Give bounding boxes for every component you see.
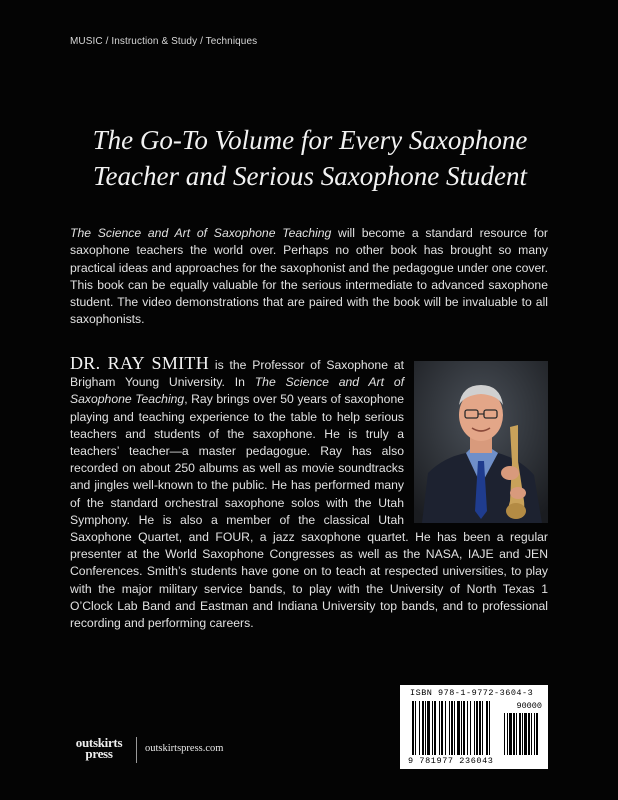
headline-line-1: The Go-To Volume for Every Saxophone (92, 125, 528, 155)
price-bar (536, 713, 538, 755)
price-bar (516, 713, 517, 755)
barcode-bar (479, 701, 481, 755)
intro-book-title: The Science and Art of Saxophone Teaching (70, 226, 332, 240)
bio-text-2: , Ray brings over 50 years of saxophone playing and teaching experience to the table to help serious teachers and students of the saxophone. He is truly a teachers’ teacher—a master pedagogue. Ray has also recorded on about 250 albums as well as movie soundtracks and jingles well-known to the public. He has performed many of the standard orchestral saxophone solos with the Utah Symphony. He is also a member of the classical Utah Saxophone Quartet, and FOUR, a jazz saxophone quartet. He has been a regular presenter at the World Saxophone Congresses as well as the NASA, IAJE and JEN Conferences. Smith’s students have gone on to teach at respected universities, to play with the major military service bands, to play with the University of North Texas 1 O’Clock Lab Band and Eastman and Indiana University top bands, and to professional recording and performing careers. (70, 392, 548, 631)
barcode-bar (467, 701, 468, 755)
price-bar (534, 713, 535, 755)
barcode-bar (432, 701, 433, 755)
barcode-bar (461, 701, 462, 755)
barcode-bar (451, 701, 453, 755)
barcode-bar (445, 701, 446, 755)
logo-divider (136, 737, 137, 763)
barcode-bar (425, 701, 426, 755)
barcode-bar (489, 701, 490, 755)
barcode-bar (422, 701, 424, 755)
barcode-bar (419, 701, 420, 755)
price-bar (519, 713, 521, 755)
isbn-label: ISBN 978-1-9772-3604-3 (410, 688, 534, 698)
price-bar (531, 713, 532, 755)
price-bar (504, 713, 505, 755)
barcode-bar (457, 701, 460, 755)
headline-line-2: Teacher and Serious Saxophone Student (93, 161, 527, 191)
intro-text: will become a standard resource for saxophone teachers the world over. Perhaps no other book has brought so many practical ideas and approaches for the saxophonist and the pedagogue under one cover. This book can be equally valuable for the serious intermediate to advanced saxophone student. The video demonstrations that are paired with the book will be invaluable to all saxophonists. (70, 226, 548, 327)
barcode-digits: 9 781977 236043 (408, 756, 494, 766)
barcode-bar (463, 701, 465, 755)
barcode-bar (454, 701, 455, 755)
category-label: MUSIC / Instruction & Study / Techniques (70, 36, 258, 47)
price-bar (509, 713, 512, 755)
price-bar (507, 713, 508, 755)
price-bar (513, 713, 515, 755)
barcode-bar (434, 701, 436, 755)
author-bio (70, 355, 548, 632)
barcode-bar (470, 701, 471, 755)
barcode-bar (486, 701, 488, 755)
price-bar (522, 713, 523, 755)
isbn-barcode (400, 685, 548, 769)
price-bar (528, 713, 530, 755)
headline (40, 122, 580, 194)
author-photo (414, 361, 548, 523)
barcode-bar (449, 701, 450, 755)
barcode-bar (474, 701, 475, 755)
bio-book-title: The Science and Art of Saxophone Teaching (70, 375, 404, 407)
barcode-bar (439, 701, 440, 755)
barcode-bar (415, 701, 416, 755)
intro-paragraph (70, 225, 548, 329)
publisher-logo-line-1: outskirts (75, 735, 123, 750)
barcode-bar (427, 701, 430, 755)
barcode-bar (441, 701, 443, 755)
publisher-website: outskirtspress.com (145, 743, 224, 754)
bio-text-1: is the Professor of Saxophone at Brigham Young University. In (70, 358, 404, 390)
author-name: DR. RAY SMITH (70, 353, 210, 373)
barcode-bar (482, 701, 483, 755)
barcode-bar (412, 701, 414, 755)
price-code: 90000 (516, 701, 542, 711)
publisher-logo-line-2: press (85, 746, 113, 761)
author-photo-image (414, 361, 548, 523)
barcode-bar (476, 701, 478, 755)
price-bar (524, 713, 527, 755)
publisher-logo (70, 737, 128, 759)
